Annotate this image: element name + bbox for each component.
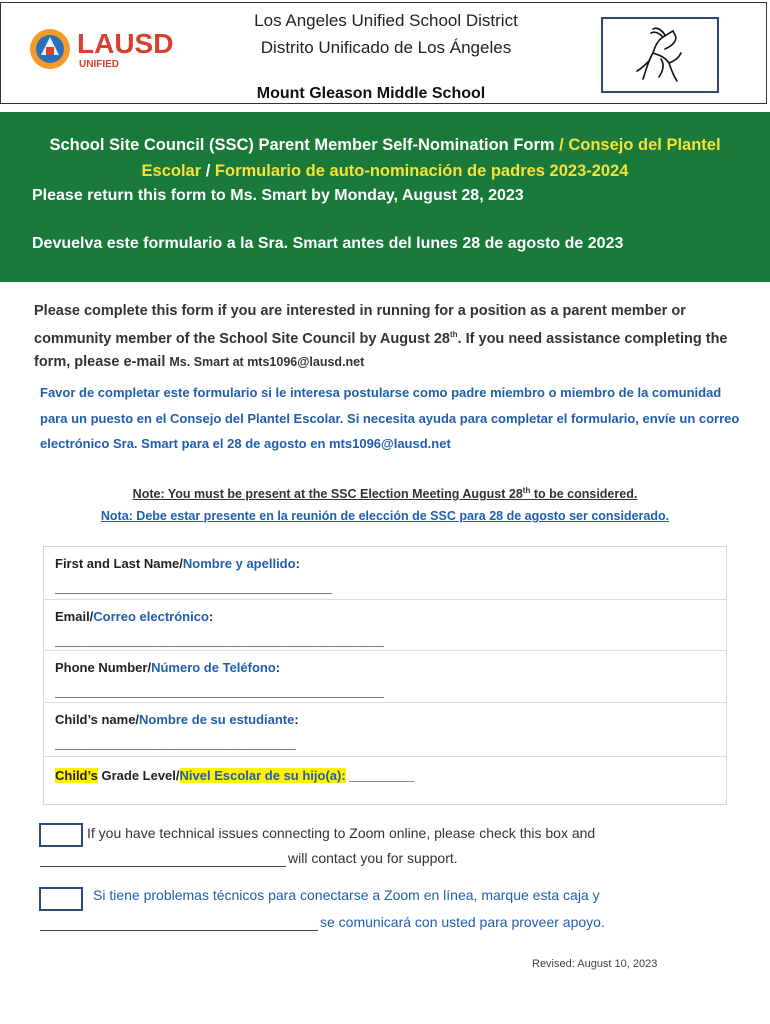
note-en	[0, 486, 770, 501]
return-deadline-en: Please return this form to Ms. Smart by Monday, August 28, 2023	[32, 187, 524, 204]
instructions-en	[34, 300, 754, 374]
school-name: Mount Gleason Middle School	[256, 85, 486, 102]
title-banner	[0, 112, 770, 282]
grade-level-blank[interactable]: _________	[345, 768, 415, 783]
tech-support-text-en: If you have technical issues connecting to Zoom online, please check this box and	[87, 825, 596, 841]
tech-support-checkbox-es[interactable]	[39, 887, 83, 911]
note-en-text: Note: You must be present at the SSC Election Meeting August 28	[132, 487, 523, 502]
child-name-field-blank[interactable]: _________________________________	[55, 737, 296, 752]
ordinal-suffix: th	[522, 486, 531, 495]
form-title-es-form: Formulario de auto-nominación de padres 2023-2024	[214, 162, 629, 180]
title-separator: /	[554, 136, 569, 154]
phone-field-row[interactable]	[44, 651, 726, 703]
email-field-blank[interactable]: _____________________________________________	[55, 634, 384, 649]
phone-field-label: Phone Number/Número de Teléfono:	[55, 660, 281, 675]
tech-support-text-es-2: se comunicará con usted para proveer apoyo.	[320, 914, 605, 930]
instructions-es: Favor de completar este formulario si le interesa postularse como padre miembro o miembro de la comunidad para un puesto en el Consejo del Plantel Escolar. Si necesita ayuda para completar el formulario, envíe un correo electrónico Sra. Smart para el 28 de agosto en mts1096@lausd.net	[40, 385, 740, 451]
title-separator: /	[201, 162, 215, 180]
instructions-en-text: Please complete this form if you are interested in running for a position as a parent member or community member of the School Site Council by August 28	[34, 303, 686, 347]
form-title-es-council: Consejo del Plantel Escolar	[141, 136, 721, 180]
child-name-field-row[interactable]	[44, 703, 726, 757]
name-blank-line[interactable]	[40, 866, 286, 867]
form-title-en: School Site Council (SSC) Parent Member Self-Nomination Form	[49, 136, 555, 154]
child-name-field-label: Child’s name/Nombre de su estudiante:	[55, 712, 299, 727]
tech-support-checkbox-en[interactable]	[39, 823, 83, 847]
grade-level-field-row[interactable]	[44, 757, 726, 805]
grade-level-field-label: Child’s Grade Level/Nivel Escolar de su hijo(a): _________	[55, 768, 415, 783]
note-en-text: to be considered.	[530, 487, 638, 502]
tech-support-text-en-2: will contact you for support.	[288, 850, 458, 866]
return-deadline-es: Devuelva este formulario a la Sra. Smart antes del lunes 28 de agosto de 2023	[32, 235, 624, 252]
note-es: Nota: Debe estar presente en la reunión de elección de SSC para 28 de agosto ser considerado.	[100, 509, 670, 523]
logo-wordmark: LAUSD	[77, 28, 174, 59]
tech-support-text-es: Si tiene problemas técnicos para conectarse a Zoom en línea, marque esta caja y	[93, 887, 600, 903]
ordinal-suffix: th	[450, 330, 458, 339]
letterhead	[0, 2, 767, 104]
name-field-label: First and Last Name/Nombre y apellido:	[55, 556, 300, 571]
district-name-es: Distrito Unificado de Los Ángeles	[260, 38, 512, 57]
name-field-row[interactable]	[44, 547, 726, 600]
phone-field-blank[interactable]: _____________________________________________	[55, 685, 384, 700]
name-field-blank[interactable]: ______________________________________	[55, 581, 333, 596]
form-title	[20, 132, 750, 184]
revision-date: Revised: August 10, 2023	[532, 958, 658, 970]
nomination-form	[43, 546, 727, 805]
instructions-en-text: . If you need assistance completing the form, please e-mail	[34, 330, 728, 370]
email-field-row[interactable]	[44, 600, 726, 651]
lausd-logo	[29, 25, 209, 73]
mustang-mascot-image	[601, 17, 719, 93]
name-blank-line-es[interactable]	[40, 930, 318, 931]
email-field-label: Email/Correo electrónico:	[55, 609, 214, 624]
logo-subtext: UNIFIED	[79, 59, 119, 70]
district-name-en: Los Angeles Unified School District	[254, 11, 518, 30]
contact-email-en: Ms. Smart at mts1096@lausd.net	[169, 354, 365, 369]
